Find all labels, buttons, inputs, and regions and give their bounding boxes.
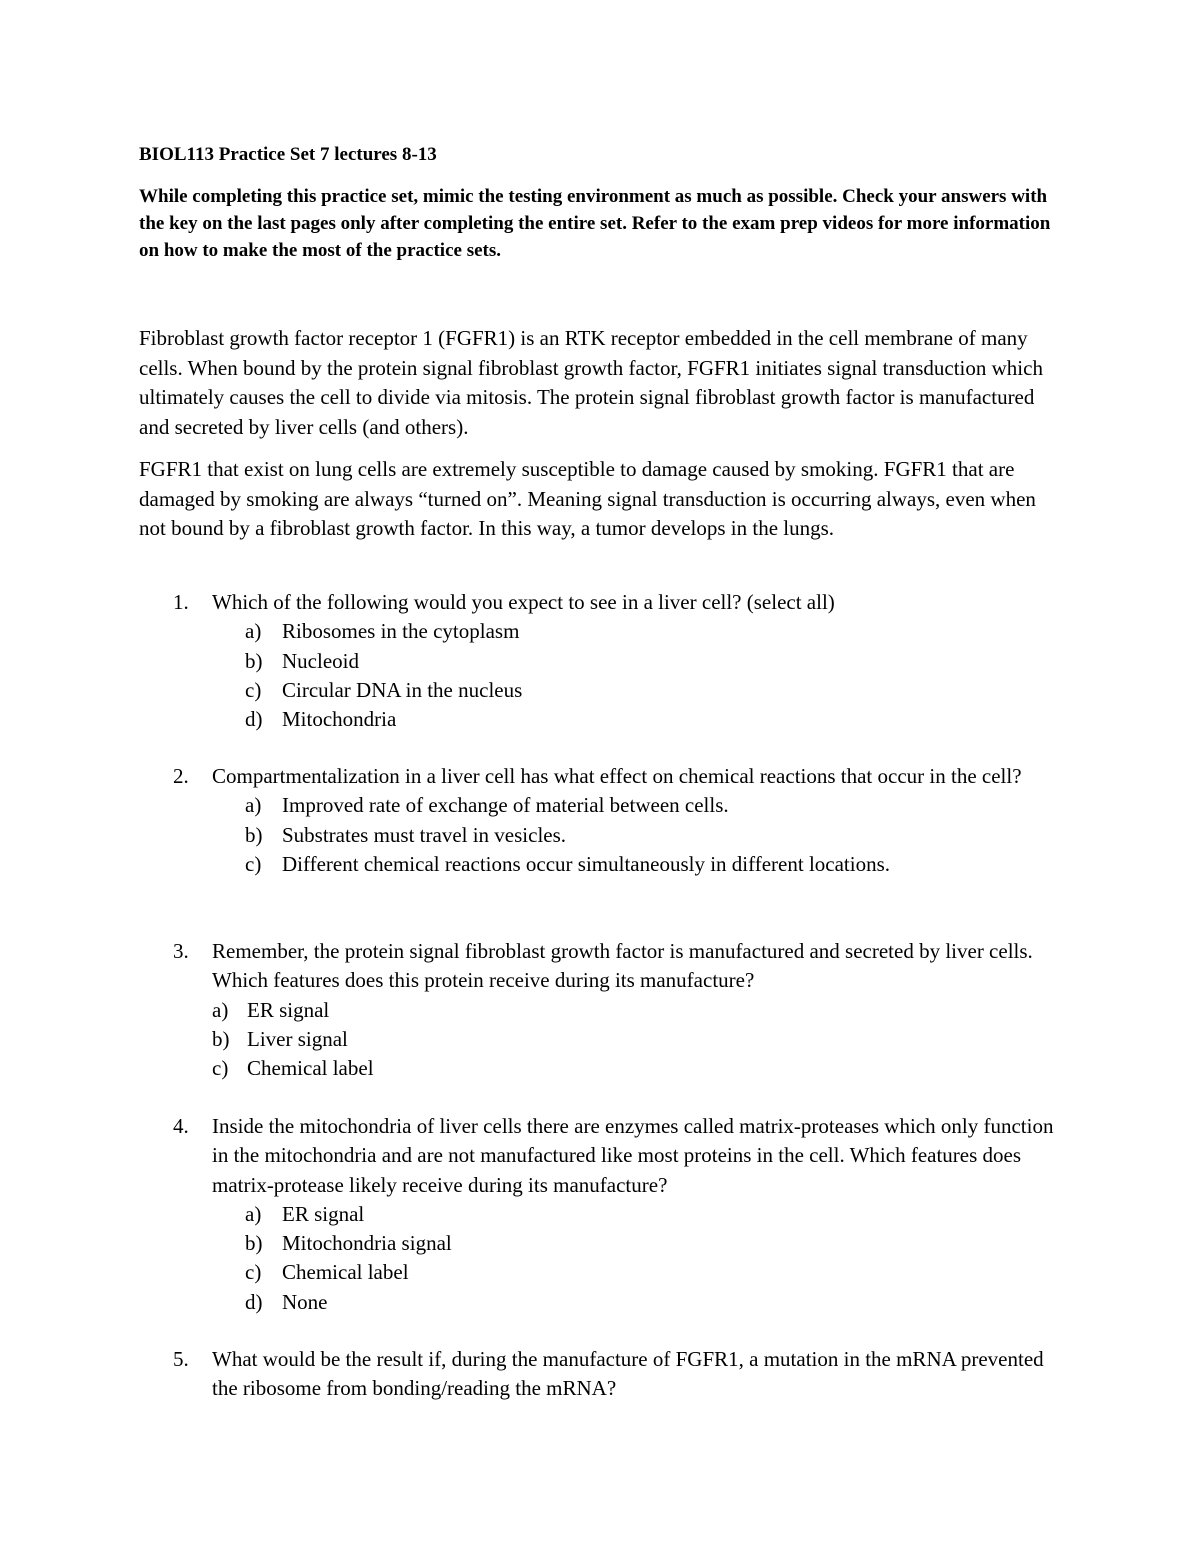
option-letter: b) [245,648,263,673]
answer-option[interactable] [139,821,1064,850]
question-3 [139,937,1064,1083]
answer-option[interactable] [139,647,1064,676]
option-text: None [282,1289,328,1314]
option-letter: a) [245,1201,262,1226]
option-letter: d) [245,707,263,732]
question-4 [139,1112,1064,1317]
option-letter: b) [212,1026,230,1051]
question-text: Which of the following would you expect to see in a liver cell? (select all) [212,590,835,614]
option-text: Improved rate of exchange of material between cells. [282,793,729,818]
question-number: 4. [173,1114,189,1138]
answer-option[interactable] [139,996,1064,1025]
option-text: Substrates must travel in vesicles. [282,822,567,847]
answer-options [139,996,1064,1084]
option-text: Mitochondria [282,707,397,732]
option-text: Ribosomes in the cytoplasm [282,619,520,644]
option-text: Liver signal [247,1026,348,1051]
question-1 [139,588,1064,734]
option-letter: c) [245,1260,262,1285]
option-text: ER signal [282,1201,365,1226]
answer-option[interactable] [139,850,1064,879]
question-text: Remember, the protein signal fibroblast growth factor is manufactured and secreted by liver cells. Which features does this protein receive during its manufacture? [212,939,1033,993]
question-5 [139,1345,1064,1404]
option-text: Mitochondria signal [282,1231,452,1256]
question-text: What would be the result if, during the manufacture of FGFR1, a mutation in the mRNA prevented the ribosome from bonding/reading the mRNA? [212,1347,1044,1401]
option-text: Chemical label [247,1056,374,1081]
instructions: While completing this practice set, mimic the testing environment as much as possible. Check your answers with the key on the last pages only after completing the entire set. Refer to the exam prep videos for more information on how to make the most of the practice sets. [139,186,1051,261]
answer-option[interactable] [139,1025,1064,1054]
question-number: 3. [173,939,189,963]
option-text: Nucleoid [282,648,359,673]
intro-paragraph-2: FGFR1 that exist on lung cells are extremely susceptible to damage caused by smoking. FGFR1 that are damaged by smoking are always “turned on”. Meaning signal transduction is occurring always, even when not bound by a fibroblast growth factor. In this way, a tumor develops in the lungs. [139,457,1036,540]
answer-option[interactable] [139,791,1064,820]
answer-options [139,1200,1064,1317]
option-letter: a) [245,619,262,644]
question-2 [139,762,1064,879]
option-letter: b) [245,1231,263,1256]
option-letter: d) [245,1289,263,1314]
answer-options [139,791,1064,879]
question-number: 1. [173,590,189,614]
option-letter: a) [245,793,262,818]
option-letter: a) [212,997,229,1022]
option-text: ER signal [247,997,330,1022]
answer-option[interactable] [139,1258,1064,1287]
answer-option[interactable] [139,617,1064,646]
option-text: Circular DNA in the nucleus [282,677,523,702]
answer-option[interactable] [139,705,1064,734]
option-letter: c) [245,851,262,876]
answer-option[interactable] [139,1288,1064,1317]
answer-option[interactable] [139,1054,1064,1083]
question-text: Compartmentalization in a liver cell has what effect on chemical reactions that occur in the cell? [212,764,1022,788]
option-letter: c) [245,677,262,702]
option-letter: c) [212,1056,229,1081]
intro-paragraph-1: Fibroblast growth factor receptor 1 (FGFR1) is an RTK receptor embedded in the cell membrane of many cells. When bound by the protein signal fibroblast growth factor, FGFR1 initiates signal transduction which ultimately causes the cell to divide via mitosis. The protein signal fibroblast growth factor is manufactured and secreted by liver cells (and others). [139,326,1043,439]
document-title: BIOL113 Practice Set 7 lectures 8-13 [139,144,437,165]
answer-option[interactable] [139,1229,1064,1258]
question-text: Inside the mitochondria of liver cells there are enzymes called matrix-proteases which only function in the mitochondria and are not manufactured like most proteins in the cell. Which features does matrix-protease likely receive during its manufacture? [212,1114,1054,1197]
answer-options [139,617,1064,734]
option-letter: b) [245,822,263,847]
option-text: Chemical label [282,1260,409,1285]
question-number: 5. [173,1347,189,1371]
answer-option[interactable] [139,1200,1064,1229]
option-text: Different chemical reactions occur simultaneously in different locations. [282,851,891,876]
question-number: 2. [173,764,189,788]
answer-option[interactable] [139,676,1064,705]
